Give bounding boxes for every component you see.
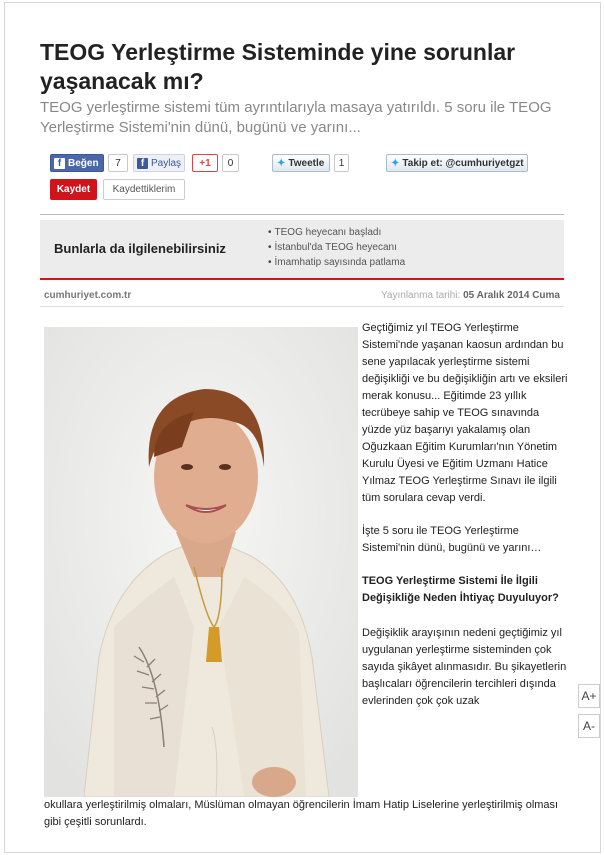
portrait-illustration <box>44 327 358 797</box>
source-label: cumhuriyet.com.tr <box>44 290 132 301</box>
article-subtitle: TEOG yerleştirme sistemi tüm ayrıntılarıyla masaya yatırıldı. 5 soru ile TEOG Yerleştirme Sistemi'nin dünü, bugünü ve yarını... <box>40 99 552 136</box>
article-photo <box>44 327 358 797</box>
tweet-button[interactable] <box>272 154 330 172</box>
related-link[interactable]: • İstanbul'da TEOG heyecanı <box>268 240 405 255</box>
twitter-follow-button[interactable] <box>386 154 528 172</box>
facebook-share-button[interactable] <box>133 154 185 172</box>
google-plus-label: +1 <box>199 157 211 169</box>
facebook-share-label: Paylaş <box>151 157 182 169</box>
publish-date-label: Yayınlanma tarihi: <box>381 290 461 301</box>
related-link[interactable]: • TEOG heyecanı başladı <box>268 225 405 240</box>
font-increase-button[interactable]: A+ <box>578 684 600 708</box>
twitter-follow-label: Takip et: @cumhuriyetgzt <box>402 157 524 169</box>
twitter-bird-icon: ✦ <box>277 157 286 169</box>
related-link[interactable]: • İmamhatip sayısında patlama <box>268 255 405 270</box>
font-decrease-button[interactable]: A- <box>578 714 600 738</box>
facebook-icon: f <box>54 158 65 169</box>
divider <box>40 306 564 307</box>
saved-items-button[interactable]: Kaydettiklerim <box>103 179 185 200</box>
divider <box>40 214 564 215</box>
google-plus-count: 0 <box>222 154 239 172</box>
twitter-bird-icon: ✦ <box>391 157 400 169</box>
related-title: Bunlarla da ilgilenebilirsiniz <box>54 241 226 256</box>
save-button[interactable]: Kaydet <box>50 179 97 200</box>
google-plus-button[interactable] <box>192 154 218 172</box>
publish-date <box>381 290 560 301</box>
article-body <box>362 320 568 726</box>
related-box <box>40 220 564 280</box>
facebook-like-count: 7 <box>108 154 128 172</box>
article-subheading: TEOG Yerleştirme Sistemi İle İlgili Değişikliğe Neden İhtiyaç Duyuluyor? <box>362 575 559 604</box>
publish-date-value: 05 Aralık 2014 Cuma <box>463 290 560 301</box>
article-paragraph: Değişiklik arayışının nedeni geçtiğimiz yıl uygulanan yerleştirme sisteminden çok sayıda şikâyet alınmasıdır. Bu şikayetlerin başlıcaları öğrencilerin tercihleri dışında evlerinden çok çok uzak <box>362 627 567 707</box>
article-title: TEOG Yerleştirme Sisteminde yine sorunlar yaşanacak mı? <box>40 39 516 94</box>
article-paragraph-continued: okullara yerleştirilmiş olmaları, Müslüman olmayan öğrencilerin İmam Hatip Liselerine yerleştirilmiş olması gibi çeşitli sorunlardı. <box>44 799 559 828</box>
related-list <box>268 225 405 270</box>
tweet-count: 1 <box>334 154 349 172</box>
article-paragraph: Geçtiğimiz yıl TEOG Yerleştirme Sistemi'nde yaşanan kaosun ardından bu sene yapılacak yerleştirme sistemi değişikliği ve bu değişikliğin artı ve eksileri merak konusu... Eğitimde 23 yıllık tecrübeye sahip ve TEOG sınavında yüzde yüz başarıyı yakalamış olan Oğuzkaan Eğitim Kurumları'nın Yönetim Kurulu Üyesi ve Eğitim Uzmanı Hatice Yılmaz TEOG Yerleştirme Sınavı ile ilgili tüm sorulara cevap verdi. <box>362 322 568 504</box>
facebook-like-label: Beğen <box>68 157 99 169</box>
article-paragraph: İşte 5 soru ile TEOG Yerleştirme Sistemi'nin dünü, bugünü ve yarını… <box>362 525 542 554</box>
tweet-label: Tweetle <box>288 157 325 169</box>
facebook-like-button[interactable] <box>50 154 104 172</box>
facebook-icon: f <box>137 158 148 169</box>
